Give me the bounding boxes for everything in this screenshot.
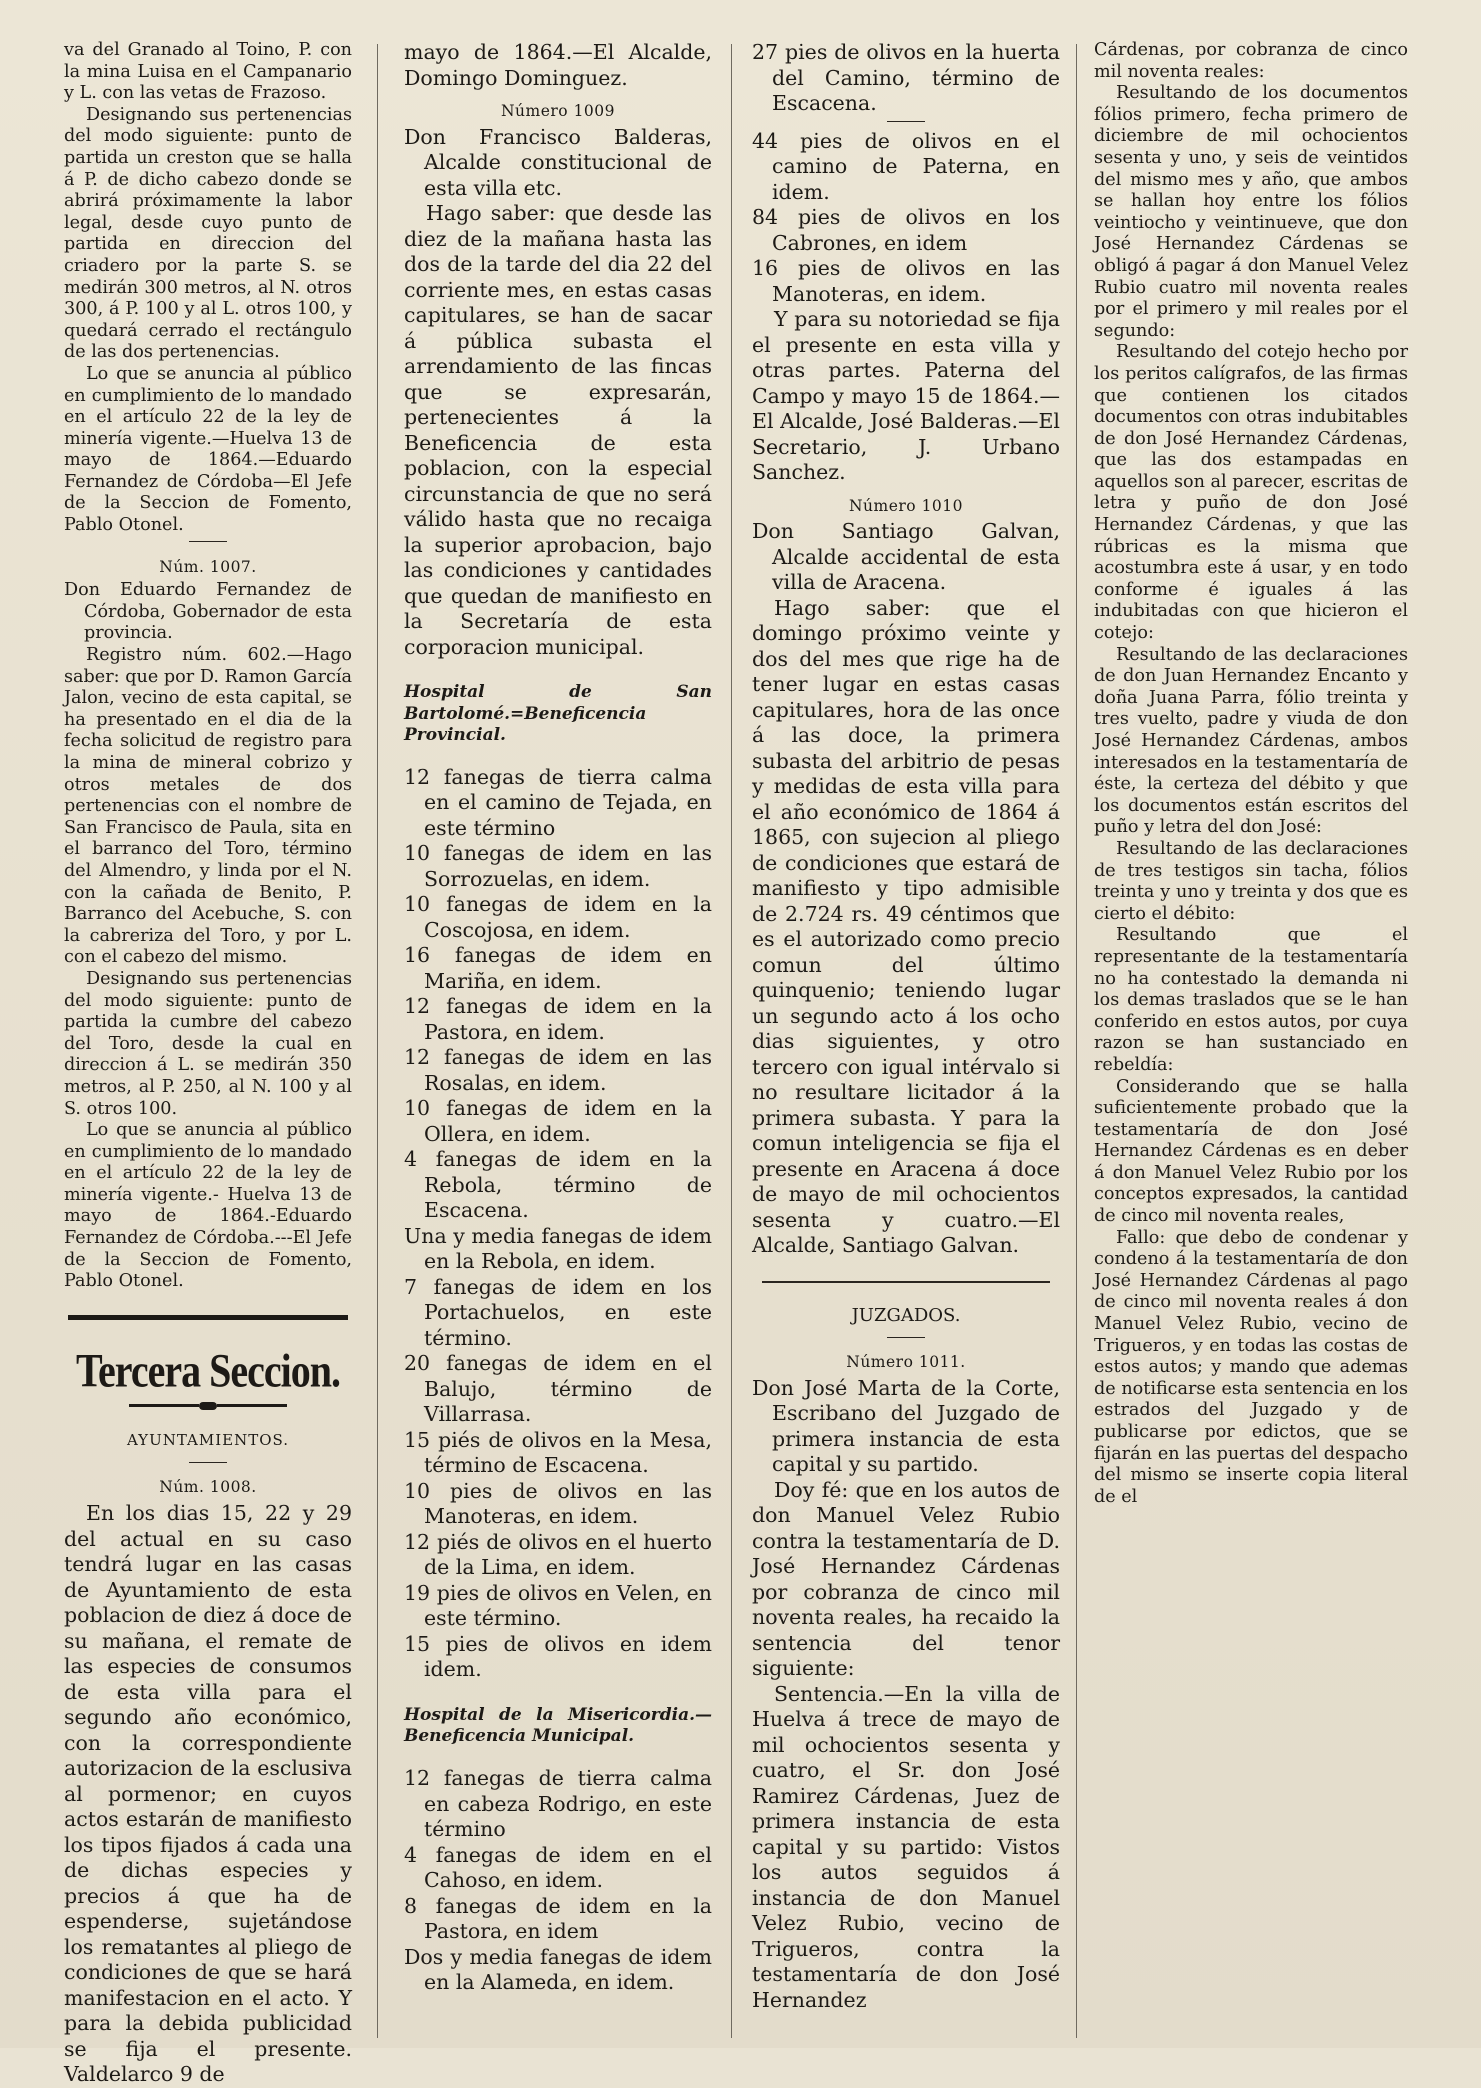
short-rule — [752, 1332, 1060, 1342]
paragraph: 16 fanegas de idem en Mariña, en idem. — [404, 943, 712, 993]
short-rule — [64, 537, 352, 547]
paragraph: Hago saber: que el domingo próximo veinte y dos del mes que rige ha de tener lugar en estas casas capitulares, hora de las once á las doce, la primera subasta del arbitrio de pesas y medidas de esta villa para el año económico de 1864 á 1865, con sujecion al pliego de condiciones que estará de manifiesto y tipo admisible de 2.724 rs. 49 céntimos que es el autorizado como precio comun del último quinquenio; teniendo lugar un segundo acto á los ocho dias siguientes, y otro tercero con igual intérvalo si no resultare licitador á la primera subasta. Y para la comun inteligencia se fija el presente en Aracena á doce de mayo de mil ochocientos sesenta y cuatro.—El Alcalde, Santiago Galvan. — [752, 595, 1060, 1258]
paragraph: Designando sus pertenencias del modo siguiente: punto de partida un creston que se halla á P. de dicho cabezo donde se abrirá próximamente la labor legal, desde cuyo punto de partida en direccion del criadero por la parte S. se medirán 300 metros, al N. otros 300, á P. 100 y al L. otros 100, y quedará cerrado el rectángulo de las dos pertenencias. — [64, 104, 352, 363]
paragraph: 12 fanegas de idem en la Pastora, en idem. — [404, 994, 712, 1044]
column-2 — [404, 40, 712, 2038]
paragraph: Don Francisco Balderas, Alcalde constitucional de esta villa etc. — [404, 124, 712, 200]
paragraph: 12 fanegas de tierra calma en cabeza Rodrigo, en este término — [404, 1766, 712, 1842]
paragraph: Cárdenas, por cobranza de cinco mil noventa reales: — [1094, 40, 1408, 82]
paragraph: 10 fanegas de idem en la Ollera, en idem. — [404, 1096, 712, 1146]
paragraph: va del Granado al Toino, P. con la mina Luisa en el Campanario y L. con las vetas de Frazoso. — [64, 40, 352, 104]
paragraph: Resultando de las declaraciones de tres testigos sin tacha, fólios treinta y uno y treinta y dos que es cierto el débito: — [1094, 838, 1408, 924]
paragraph: Designando sus pertenencias del modo siguiente: punto de partida la cumbre del cabezo del Toro, desde la cual en direccion á L. se medirán 350 metros, al P. 250, al N. 100 y al S. otros 100. — [64, 968, 352, 1119]
paragraph: 20 fanegas de idem en el Balujo, término de Villarrasa. — [404, 1351, 712, 1427]
paragraph: Registro núm. 602.—Hago saber: que por D. Ramon García Jalon, vecino de esta capital, se ha presentado en el dia de la fecha solicitud de registro para la mina de mineral cobrizo y otros metales de dos pertenencias con el nombre de San Francisco de Paula, sita en el barranco del Toro, término del Almendro, y linda por el N. con la cañada de Benito, P. Barranco del Acebuche, S. con la cabreriza del Toro, y por L. con el cabezo del mismo. — [64, 645, 352, 968]
short-rule — [64, 1457, 352, 1467]
notice-number: Número 1011. — [846, 1353, 966, 1372]
paragraph: 12 piés de olivos en el huerto de la Lima, en idem. — [404, 1529, 712, 1580]
paragraph: 10 fanegas de idem en las Sorrozuelas, en idem. — [404, 841, 712, 891]
paragraph: En los dias 15, 22 y 29 del actual en su caso tendrá lugar en las casas de Ayuntamiento de esta poblacion de diez á doce de su mañana, el remate de las especies de consumos de esta villa para el segundo año económico, con la correspondiente autorizacion de la esclusiva al pormenor; en cuyos actos estarán de manifiesto los tipos fijados á cada una de dichas especies y precios á que ha de espenderse, sujetándose los rematantes al pliego de condiciones de que se hará manifestacion en el acto. Y para la debida publicidad se fija el presente. Valdelarco 9 de — [64, 1501, 352, 2087]
column-rule — [731, 44, 732, 2038]
paragraph: 4 fanegas de idem en la Rebola, término de Escacena. — [404, 1147, 712, 1223]
section-title: Tercera Seccion. — [76, 1343, 340, 1397]
notice-number: Número 1009 — [500, 102, 616, 120]
paragraph: 84 pies de olivos en los Cabrones, en idem — [752, 205, 1060, 255]
paragraph: mayo de 1864.—El Alcalde, Domingo Dominguez. — [404, 40, 712, 90]
hospital-heading: Hospital de la Misericordia.—Beneficencia Municipal. — [404, 1704, 712, 1747]
column-rule — [1076, 44, 1077, 2038]
paragraph: Lo que se anuncia al público en cumplimiento de lo mandado en el artículo 22 de la ley de minería vigente.- Huelva 13 de mayo de 1864.-Eduardo Fernandez de Córdoba.---El Jefe de la Seccion de Fomento, Pablo Otonel. — [64, 1120, 352, 1292]
column-3 — [752, 40, 1060, 2038]
paragraph: Considerando que se halla suficientemente probado que la testamentaría de don José Hernandez Cárdenas es en deber á don Manuel Velez Rubio por los conceptos expresados, la cantidad de cinco mil noventa reales, — [1094, 1076, 1408, 1227]
paragraph: Don Eduardo Fernandez de Córdoba, Gobernador de esta provincia. — [64, 580, 352, 644]
paragraph: Y para su notoriedad se fija el presente en esta villa y otras partes. Paterna del Campo y mayo 15 de 1864.—El Alcalde, José Balderas.—El Secretario, J. Urbano Sanchez. — [752, 307, 1060, 484]
paragraph: 10 fanegas de idem en la Coscojosa, en idem. — [404, 892, 712, 942]
paragraph: Dos y media fanegas de idem en la Alameda, en idem. — [404, 1944, 712, 1995]
paragraph: Resultando del cotejo hecho por los peritos calígrafos, de las firmas que contienen los citados documentos con otras indubitables de don José Hernandez Cárdenas, que las dos estampadas en aquellos son al parecer, escritas de letra y puño de don José Hernandez Cárdenas, y que las rúbricas es la misma que acostumbra este á usar, y en todo conforme é iguales á las indubitadas con que hicieron el cotejo: — [1094, 342, 1408, 644]
paragraph: 19 pies de olivos en Velen, en este término. — [404, 1580, 712, 1631]
paragraph: 12 fanegas de idem en las Rosalas, en idem. — [404, 1045, 712, 1095]
paragraph: Resultando que el representante de la testamentaría no ha contestado la demanda ni los demas traslados que se le han conferido en estos autos, por cuya razon se han sustanciado en rebeldía: — [1094, 925, 1408, 1075]
separator-rule — [762, 1281, 1050, 1283]
paragraph: 4 fanegas de idem en el Cahoso, en idem. — [404, 1842, 712, 1893]
column-1 — [64, 40, 352, 2087]
paragraph: 16 pies de olivos en las Manoteras, en idem. — [752, 256, 1060, 306]
paragraph: 27 pies de olivos en la huerta del Camino, término de Escacena. — [752, 40, 1060, 115]
paragraph: Resultando de los documentos fólios primero, fecha primero de diciembre de mil ochocientos sesenta y uno, y seis de veintidos del mismo mes y año, que ambos se hallan hoy entre los fólios veintiocho y veintinueve, que don José Hernandez Cárdenas se obligó á pagar á don Manuel Velez Rubio cuatro mil noventa reales por el primero y mil reales por el segundo: — [1094, 83, 1408, 341]
notice-number: Núm. 1008. — [159, 1478, 257, 1497]
paragraph: Doy fé: que en los autos de don Manuel Velez Rubio contra la testamentaría de D. José Hernandez Cárdenas por cobranza de cinco mil noventa reales, ha recaido la sentencia del tenor siguiente: — [752, 1477, 1060, 1681]
paragraph: Resultando de las declaraciones de don Juan Hernandez Encanto y doña Juana Parra, fólio treinta y tres vuelto, padre y viuda de don José Hernandez Cárdenas, ambos interesados en la testamentaría de éste, la certeza del débito y que los documentos están escritos del puño y letra del don José: — [1094, 644, 1408, 838]
ornament-divider — [64, 1402, 352, 1410]
paragraph: 7 fanegas de idem en los Portachuelos, en este término. — [404, 1274, 712, 1350]
category-heading: JUZGADOS. — [851, 1304, 961, 1326]
paragraph: Lo que se anuncia al público en cumplimiento de lo mandado en el artículo 22 de la ley de minería vigente.—Huelva 13 de mayo de 1864.—Eduardo Fernandez de Córdoba—El Jefe de la Seccion de Fomento, Pablo Otonel. — [64, 363, 352, 536]
paragraph: Fallo: que debo de condenar y condeno á la testamentaría de don José Hernandez Cárdenas al pago de cinco mil noventa reales á don Manuel Velez Rubio, vecino de Trigueros, y en todas las costas de estos autos; y mando que ademas de notificarse esta sentencia en los estrados del Juzgado y de publicarse por edictos, que se fijarán en las puertas del despacho del mismo se inserte copia literal de el — [1094, 1227, 1408, 1507]
short-rule — [752, 117, 1060, 127]
paragraph: Hago saber: que desde las diez de la mañana hasta las dos de la tarde del dia 22 del corriente mes, en estas casas capitulares, se han de sacar á pública subasta el arrendamiento de las fincas que se expresarán, pertenecientes á la Beneficencia de esta poblacion, con la especial circunstancia de que no será válido hasta que no recaiga la superior aprobacion, bajo las condiciones y cantidades que quedan de manifiesto en la Secretaría de esta corporacion municipal. — [404, 201, 712, 659]
section-subheading: AYUNTAMIENTOS. — [126, 1430, 290, 1449]
paragraph: 8 fanegas de idem en la Pastora, en idem — [404, 1893, 712, 1944]
paragraph: 10 pies de olivos en las Manoteras, en idem. — [404, 1478, 712, 1529]
section-rule — [68, 1315, 348, 1320]
paragraph: Sentencia.—En la villa de Huelva á trece de mayo de mil ochocientos sesenta y cuatro, el Sr. don José Ramirez Cárdenas, Juez de primera instancia de esta capital y su partido: Vistos los autos seguidos á instancia de don Manuel Velez Rubio, vecino de Trigueros, contra la testamentaría de don José Hernandez — [752, 1681, 1060, 2012]
paragraph: Don José Marta de la Corte, Escribano del Juzgado de primera instancia de esta capital y su partido. — [752, 1375, 1060, 1477]
paragraph: Una y media fanegas de idem en la Rebola, en idem. — [404, 1223, 712, 1274]
paragraph: 12 fanegas de tierra calma en el camino de Tejada, en este término — [404, 764, 712, 840]
paragraph: 44 pies de olivos en el camino de Paterna, en idem. — [752, 128, 1060, 204]
hospital-heading: Hospital de San Bartolomé.=Beneficencia Provincial. — [404, 682, 712, 746]
paragraph: Don Santiago Galvan, Alcalde accidental de esta villa de Aracena. — [752, 519, 1060, 595]
column-rule — [377, 44, 378, 2038]
column-4 — [1094, 40, 1408, 2038]
notice-number: Núm. 1007. — [159, 557, 257, 576]
paragraph: 15 pies de olivos en idem idem. — [404, 1631, 712, 1682]
notice-number: Número 1010 — [848, 496, 964, 515]
paragraph: 15 piés de olivos en la Mesa, término de Escacena. — [404, 1427, 712, 1478]
